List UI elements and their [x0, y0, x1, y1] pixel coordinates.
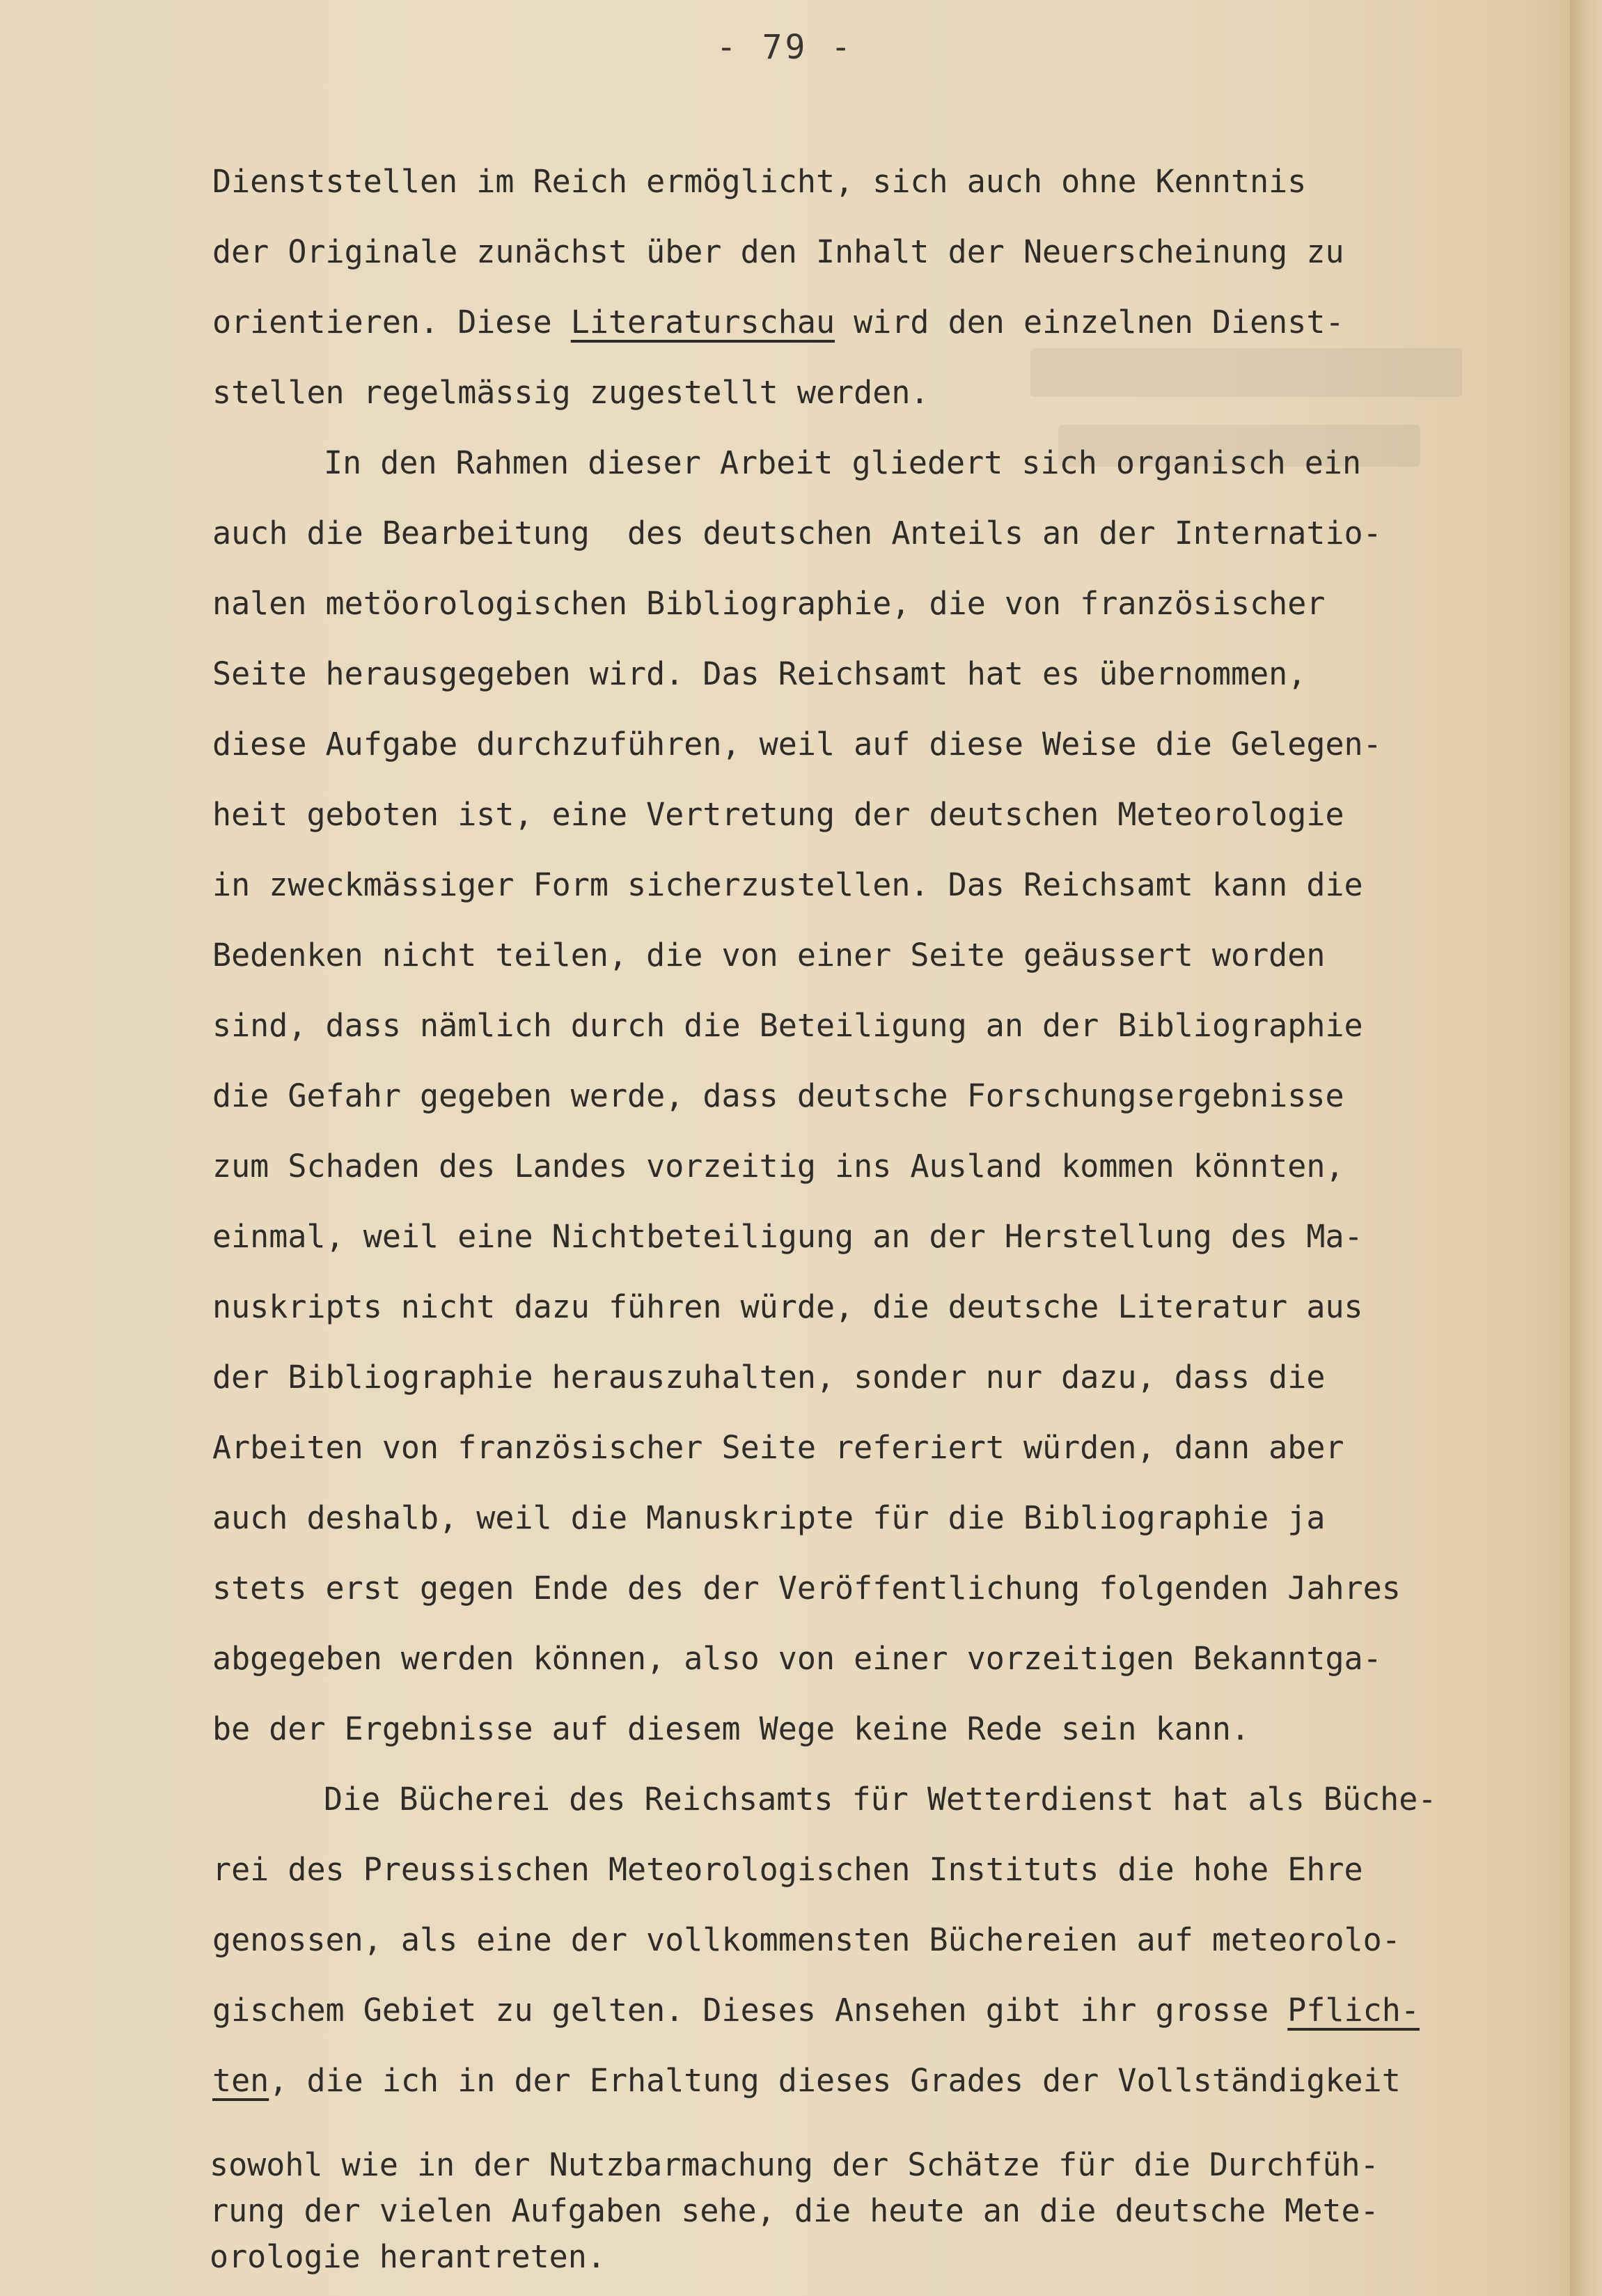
underlined-word: Literaturschau: [570, 304, 835, 341]
text-line: Arbeiten von französischer Seite referiert würden, dann aber: [212, 1429, 1344, 1466]
paragraph-3-continuation: [210, 2142, 1535, 2280]
text-line: einmal, weil eine Nichtbeteiligung an der Herstellung des Ma-: [212, 1218, 1363, 1255]
text-line-first: Die Bücherei des Reichsamts für Wetterdienst hat als Büche-: [324, 1781, 1437, 1818]
text-line: nuskripts nicht dazu führen würde, die deutsche Literatur aus: [212, 1288, 1363, 1325]
text-line-with-underline: gischem Gebiet zu gelten. Dieses Ansehen gibt ihr grosse Pflich-: [212, 1992, 1420, 2029]
text-line: rung der vielen Aufgaben sehe, die heute an die deutsche Mete-: [210, 2192, 1379, 2229]
underlined-word: ten: [212, 2062, 269, 2099]
text-line: auch die Bearbeitung des deutschen Anteils an der Internatio-: [212, 515, 1382, 552]
text-line: sind, dass nämlich durch die Beteiligung an der Bibliographie: [212, 1007, 1363, 1044]
page-number: - 79 -: [716, 28, 854, 67]
text-line: orologie herantreten.: [210, 2238, 606, 2275]
text-line: in zweckmässiger Form sicherzustellen. Das Reichsamt kann die: [212, 866, 1363, 903]
text-line: diese Aufgabe durchzuführen, weil auf diese Weise die Gelegen-: [212, 726, 1382, 763]
text-line: Bedenken nicht teilen, die von einer Seite geäussert worden: [212, 937, 1326, 974]
text-line-with-underline: ten, die ich in der Erhaltung dieses Grades der Vollständigkeit: [212, 2062, 1401, 2099]
text-line: be der Ergebnisse auf diesem Wege keine Rede sein kann.: [212, 1710, 1250, 1747]
underlined-word: Pflich-: [1287, 1992, 1420, 2029]
text-line-with-underline: orientieren. Diese Literaturschau wird den einzelnen Dienst-: [212, 304, 1344, 341]
page-edge: [1570, 0, 1602, 2296]
text-line: der Originale zunächst über den Inhalt der Neuerscheinung zu: [212, 233, 1344, 270]
text-line: Seite herausgegeben wird. Das Reichsamt hat es übernommen,: [212, 655, 1307, 692]
paragraph-2: [212, 428, 1535, 1764]
text-line: abgegeben werden können, also von einer vorzeitigen Bekanntga-: [212, 1640, 1382, 1677]
text-line: nalen metöorologischen Bibliographie, die von französischer: [212, 585, 1326, 622]
text-line: stets erst gegen Ende des der Veröffentlichung folgenden Jahres: [212, 1570, 1401, 1607]
text-line: der Bibliographie herauszuhalten, sonder nur dazu, dass die: [212, 1359, 1326, 1396]
text-line: auch deshalb, weil die Manuskripte für die Bibliographie ja: [212, 1499, 1326, 1536]
text-line: zum Schaden des Landes vorzeitig ins Ausland kommen könnten,: [212, 1148, 1344, 1185]
text-line: sowohl wie in der Nutzbarmachung der Schätze für die Durchfüh-: [210, 2146, 1379, 2183]
text-line: rei des Preussischen Meteorologischen Instituts die hohe Ehre: [212, 1851, 1363, 1888]
paragraph-3: [212, 1764, 1535, 2116]
text-line: genossen, als eine der vollkommensten Büchereien auf meteorolo-: [212, 1921, 1401, 1958]
text-line: stellen regelmässig zugestellt werden.: [212, 374, 929, 411]
paragraph-1: [212, 146, 1535, 428]
text-line: die Gefahr gegeben werde, dass deutsche Forschungsergebnisse: [212, 1077, 1344, 1114]
text-line: Dienststellen im Reich ermöglicht, sich auch ohne Kenntnis: [212, 163, 1307, 200]
text-line-first: In den Rahmen dieser Arbeit gliedert sich organisch ein: [324, 444, 1362, 481]
text-line: heit geboten ist, eine Vertretung der deutschen Meteorologie: [212, 796, 1344, 833]
typewritten-body: [212, 146, 1535, 2280]
